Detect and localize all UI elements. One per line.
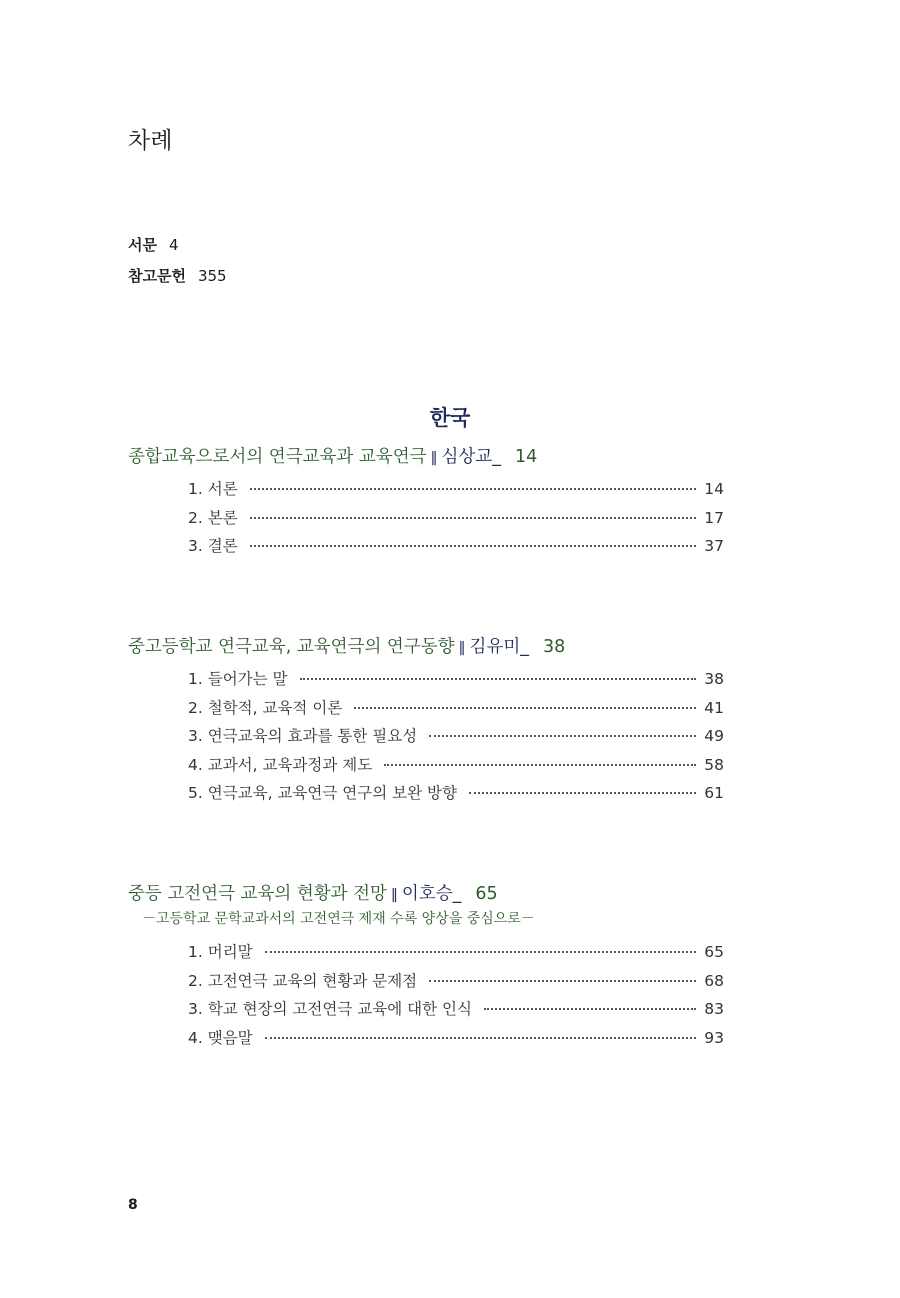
- leader-dots: [429, 980, 696, 982]
- chapter-title: 중등 고전연극 교육의 현황과 전망: [128, 884, 387, 904]
- leader-dots: [384, 764, 696, 766]
- front-matter-references[interactable]: [128, 265, 227, 286]
- entry-text: 3. 연극교육의 효과를 통한 필요성: [188, 727, 418, 745]
- leader-dots: [265, 1037, 697, 1039]
- entry-text: 3. 결론: [188, 537, 238, 555]
- chapter-page-prefix: _: [520, 637, 530, 657]
- entry-page: 83: [704, 1000, 724, 1018]
- toc-entry[interactable]: [188, 477, 724, 499]
- chapter-heading[interactable]: [128, 633, 565, 658]
- toc-entry[interactable]: [188, 667, 724, 689]
- entry-page: 14: [704, 480, 724, 498]
- chapter-author: 심상교: [441, 447, 493, 467]
- toc-entry[interactable]: [188, 997, 724, 1019]
- entry-page: 49: [704, 727, 724, 745]
- entry-text: 2. 고전연극 교육의 현황과 문제점: [188, 972, 418, 990]
- front-matter-page: 4: [168, 236, 179, 254]
- toc-entry[interactable]: [188, 1026, 724, 1048]
- toc-entry[interactable]: [188, 506, 724, 528]
- toc-entry[interactable]: [188, 969, 724, 991]
- chapter-separator: ‖: [430, 450, 438, 466]
- leader-dots: [250, 545, 697, 547]
- toc-entry[interactable]: [188, 696, 724, 718]
- entry-page: 38: [704, 670, 724, 688]
- front-matter-preface[interactable]: [128, 234, 179, 255]
- section-heading: 한국: [429, 406, 471, 430]
- toc-entry[interactable]: [188, 534, 724, 556]
- chapter-author: 김유미: [469, 637, 521, 657]
- entry-page: 68: [704, 972, 724, 990]
- chapter-page: 14: [514, 447, 538, 467]
- chapter-heading[interactable]: [128, 880, 498, 905]
- leader-dots: [484, 1008, 696, 1010]
- toc-entry[interactable]: [188, 781, 724, 803]
- leader-dots: [429, 735, 696, 737]
- entry-text: 1. 서론: [188, 480, 238, 498]
- chapter-page-prefix: _: [452, 884, 462, 904]
- leader-dots: [354, 707, 696, 709]
- chapter-separator: ‖: [390, 887, 398, 903]
- leader-dots: [250, 517, 697, 519]
- entry-page: 17: [704, 509, 724, 527]
- chapter-title: 중고등학교 연극교육, 교육연극의 연구동향: [128, 637, 455, 657]
- entry-text: 5. 연극교육, 교육연극 연구의 보완 방향: [188, 784, 457, 802]
- toc-entry[interactable]: [188, 724, 724, 746]
- entry-page: 61: [704, 784, 724, 802]
- entry-text: 4. 맺음말: [188, 1029, 253, 1047]
- entry-page: 93: [704, 1029, 724, 1047]
- toc-entry[interactable]: [188, 940, 724, 962]
- leader-dots: [265, 951, 697, 953]
- entry-page: 65: [704, 943, 724, 961]
- chapter-separator: ‖: [458, 640, 466, 656]
- chapter-title: 종합교육으로서의 연극교육과 교육연극: [128, 447, 427, 467]
- entry-page: 58: [704, 756, 724, 774]
- entry-page: 37: [704, 537, 724, 555]
- chapter-subtitle: －고등학교 문학교과서의 고전연극 제재 수록 양상을 중심으로－: [142, 911, 535, 927]
- chapter-page-prefix: _: [492, 447, 501, 467]
- entry-text: 3. 학교 현장의 고전연극 교육에 대한 인식: [188, 1000, 472, 1018]
- chapter-page: 38: [543, 637, 566, 657]
- entry-text: 1. 들어가는 말: [188, 670, 288, 688]
- leader-dots: [250, 488, 697, 490]
- entry-text: 1. 머리말: [188, 943, 253, 961]
- chapter-heading[interactable]: [128, 443, 537, 468]
- toc-entry[interactable]: [188, 753, 724, 775]
- toc-title: 차례: [128, 128, 173, 154]
- entry-page: 41: [704, 699, 724, 717]
- front-matter-label: 참고문헌: [128, 267, 186, 285]
- entry-text: 4. 교과서, 교육과정과 제도: [188, 756, 373, 774]
- entry-text: 2. 철학적, 교육적 이론: [188, 699, 343, 717]
- chapter-page: 65: [475, 884, 498, 904]
- page-number: 8: [128, 1197, 138, 1213]
- entry-text: 2. 본론: [188, 509, 238, 527]
- leader-dots: [300, 678, 697, 680]
- leader-dots: [469, 792, 696, 794]
- chapter-author: 이호승: [401, 884, 453, 904]
- front-matter-label: 서문: [128, 236, 157, 254]
- front-matter-page: 355: [197, 267, 227, 285]
